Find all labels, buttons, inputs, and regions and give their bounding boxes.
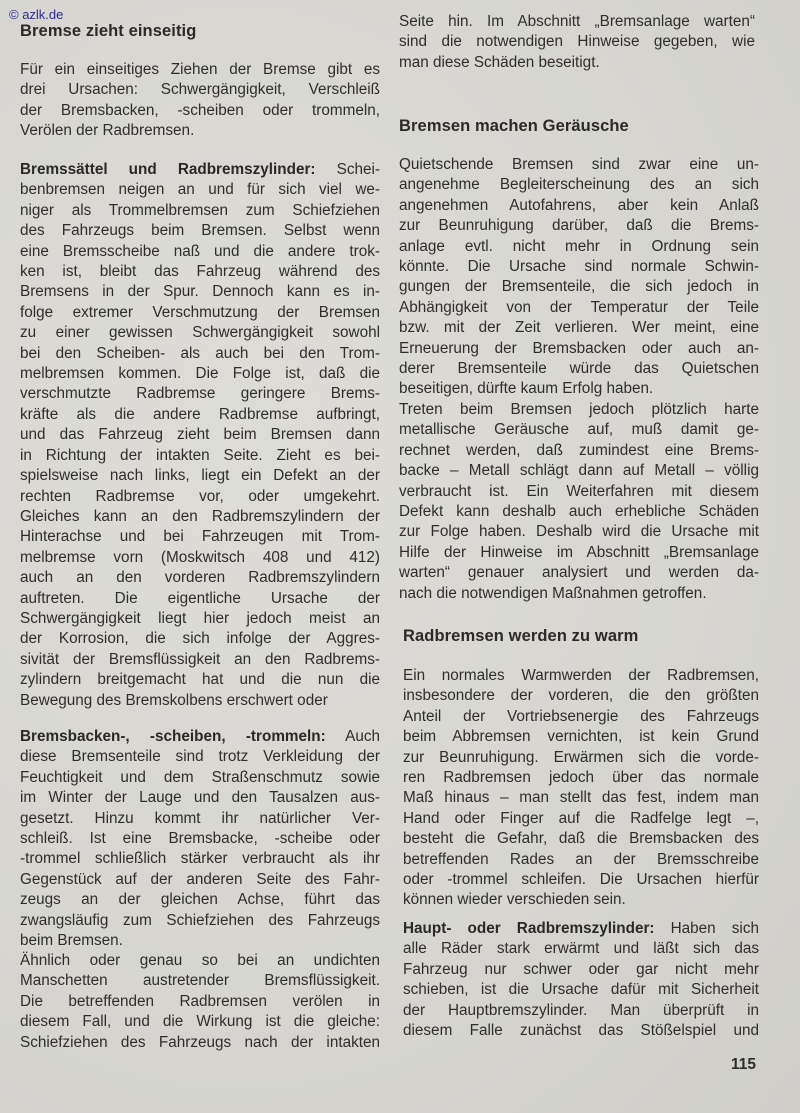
text-line: Bewegung des Bremskolbens erschwert oder — [20, 691, 328, 709]
paragraph-bremssaettel — [20, 160, 380, 711]
text-line: Maß hinaus – man stellt das fest, indem man — [403, 789, 759, 807]
text-line: des Fahrzeugs beim Bremsen. Selbst wenn — [20, 222, 380, 240]
text-line: und das Fahrzeug zieht beim Bremsen dann — [20, 426, 380, 444]
continuation-paragraph — [399, 12, 755, 73]
text-line: melbremse vorn (Moskwitsch 408 und 412) — [20, 548, 380, 566]
text-line: Manschetten austretender Bremsflüssigkeit. — [20, 972, 380, 990]
text-line: gesetzt. Hinzu kommt ihr natürlicher Ver- — [20, 809, 380, 827]
text-line: alle Räder stark erwärmt und läßt sich das — [403, 940, 759, 958]
text-line: der Bremsbacken, -scheiben oder trommeln, — [20, 101, 380, 119]
text-line: rechten Radbremse vor, oder umgekehrt. — [20, 487, 380, 505]
text-line: angenehmen Autofahrens, aber kein Anlaß — [399, 196, 759, 214]
paragraph-hauptbremszylinder — [403, 919, 759, 1041]
text-line: folge extremer Verschmutzung der Bremsen — [20, 303, 380, 321]
text-line: können wieder verschieden sein. — [403, 891, 626, 909]
text-line: zu einer gewissen Schwergängigkeit sowohl — [20, 324, 380, 342]
text-line: benbremsen neigen an und für sich viel we- — [20, 181, 380, 199]
text-line — [20, 160, 380, 180]
text-line: Anteil der Vortriebsenergie des Fahrzeugs — [403, 707, 759, 725]
text-line: sind die notwendigen Hinweise gegeben, wie — [399, 33, 755, 51]
text-line: Schiefziehen des Fahrzeugs nach der intakten — [20, 1033, 380, 1051]
intro-paragraph — [20, 60, 380, 142]
text-line: metallische Geräusche auf, muß damit ge- — [399, 421, 759, 439]
text-line: drei Ursachen: Schwergängigkeit, Verschleiß — [20, 81, 380, 99]
text-line: im Winter der Lauge und den Tausalzen aus- — [20, 789, 380, 807]
text-line: diesem Fall, und die Wirkung ist die gleiche: — [20, 1013, 380, 1031]
text-line: man diese Schäden beseitigt. — [399, 53, 600, 71]
text-line: Defekt kann deshalb auch erhebliche Schäden — [399, 503, 759, 521]
paragraph-lead: Bremssättel und Radbremszylinder: — [20, 161, 316, 178]
text-line: angenehme Begleiterscheinung des an sich — [399, 176, 759, 194]
text-line: oder -trommel schleifen. Die Ursachen hierfür — [403, 871, 759, 889]
text-line: Feuchtigkeit und dem Straßenschmutz sowie — [20, 768, 380, 786]
page-number: 115 — [731, 1056, 757, 1073]
text-line: Erneuerung der Bremsbacken oder auch an- — [399, 339, 759, 357]
text-line: auftreten. Die eigentliche Ursache der — [20, 589, 380, 607]
text-line: gungen der Bremsenteile, die sich jedoch in — [399, 278, 759, 296]
text-fragment: Schei- — [315, 161, 380, 178]
text-line: Abhängigkeit von der Temperatur der Teile — [399, 298, 759, 316]
text-line: diese Bremsenteile sind trotz Verkleidung der — [20, 748, 380, 766]
text-line: besteht die Gefahr, daß die Bremsbacken des — [403, 830, 759, 848]
text-line: Hand oder Finger auf die Radfelge legt –, — [403, 809, 759, 827]
text-line: Die betreffenden Radbremsen verölen in — [20, 992, 380, 1010]
text-line — [20, 727, 380, 747]
text-line: zwangsläufig zum Schiefziehen des Fahrzeugs — [20, 911, 380, 929]
text-line: beseitigen, dürfte kaum Erfolg haben. — [399, 380, 654, 398]
text-line: Fahrzeug nur schwer oder gar nicht mehr — [403, 960, 759, 978]
text-line: ken ist, bleibt das Fahrzeug während des — [20, 263, 380, 281]
text-line: Für ein einseitiges Ziehen der Bremse gibt es — [20, 61, 380, 78]
text-line: zur Beunruhigung darüber, daß die Brems- — [399, 217, 759, 235]
text-line: nach die notwendigen Maßnahmen getroffen. — [399, 584, 707, 602]
text-line: Hinterachse und bei Fahrzeugen mit Trom- — [20, 528, 380, 546]
text-line: schleiß. Ist eine Bremsbacke, -scheibe oder — [20, 830, 380, 848]
text-line: melbremsen kommen. Die Folge ist, daß die — [20, 365, 380, 383]
text-line: kräfte als die andere Radbremse aufbringt, — [20, 405, 380, 423]
text-fragment: Auch — [325, 728, 380, 745]
text-line: Ähnlich oder genau so bei an undichten — [20, 952, 380, 969]
text-line: ren Radbremsen jedoch über das normale — [403, 769, 759, 787]
text-line: der Hauptbremszylinder. Man überprüft in — [403, 1001, 759, 1019]
text-line: beim Abbremsen vernichten, ist kein Grund — [403, 728, 759, 746]
text-line: warten“ genauer analysiert und werden da- — [399, 564, 759, 582]
paragraph-lead: Bremsbacken-, -scheiben, -trommeln: — [20, 728, 326, 745]
text-line: spielsweise nach links, liegt ein Defekt an der — [20, 467, 380, 485]
text-line: Quietschende Bremsen sind zwar eine un- — [399, 156, 759, 173]
paragraph-warmwerden — [403, 666, 759, 911]
section-title-radbremsen-werden-zu-warm: Radbremsen werden zu warm — [403, 627, 639, 645]
text-line: Seite hin. Im Abschnitt „Bremsanlage warten“ — [399, 13, 755, 30]
text-line: Bremsens in der Spur. Dennoch kann es in- — [20, 283, 380, 301]
text-line: zur Folge haben. Deshalb wird die Ursache mit — [399, 523, 759, 541]
text-line: Schwergängigkeit liegt hier jedoch meist an — [20, 609, 380, 627]
watermark: © azlk.de — [9, 7, 64, 22]
text-line: anlage evtl. nicht mehr in Ordnung sein — [399, 237, 759, 255]
text-line: auch an den vorderen Radbremszylindern — [20, 569, 380, 587]
section-title-bremsen-machen-geraeusche: Bremsen machen Geräusche — [399, 117, 629, 135]
paragraph-metallische-geraeusche — [399, 400, 759, 604]
section-title-bremse-zieht-einseitig: Bremse zieht einseitig — [20, 22, 197, 40]
text-line: könnte. Die Ursache sind normale Schwin- — [399, 258, 759, 276]
text-line: betreffenden Rades an der Bremsschreibe — [403, 850, 759, 868]
paragraph-bremsbacken — [20, 727, 380, 951]
text-line: Verölen der Radbremsen. — [20, 122, 195, 140]
text-line: zur Beunruhigung. Erwärmen sich die vorde- — [403, 748, 759, 766]
text-line: schieben, ist die Ursache dafür mit Sicherheit — [403, 981, 759, 999]
text-line: niger als Trommelbremsen zum Schiefziehen — [20, 201, 380, 219]
text-line: derer Bremsenteile würde das Quietschen — [399, 360, 759, 378]
text-line: insbesondere der vorderen, die den größten — [403, 687, 759, 705]
text-line — [403, 919, 759, 939]
text-line: Hilfe der Hinweise im Abschnitt „Bremsanlage — [399, 543, 759, 561]
text-line: Gegenstück auf der anderen Seite des Fahr- — [20, 870, 380, 888]
text-line: beim Bremsen. — [20, 932, 123, 950]
text-line: rechnet werden, daß zumindest eine Brems- — [399, 441, 759, 459]
text-line: verschmutzte Radbremse geringere Brems- — [20, 385, 380, 403]
paragraph-aehnlich — [20, 951, 380, 1053]
text-line: zylindern breitgemacht hat und die nun die — [20, 671, 380, 689]
text-line: bzw. mit der Zeit verlieren. Wer meint, eine — [399, 319, 759, 337]
text-fragment: Haben sich — [654, 920, 759, 937]
paragraph-lead: Haupt- oder Radbremszylinder: — [403, 920, 655, 937]
text-line: der Korrosion, die sich infolge der Aggres- — [20, 630, 380, 648]
text-line: in Richtung der intakten Seite. Zieht es bei- — [20, 446, 380, 464]
text-line: -trommel schließlich stärker verbraucht als ihr — [20, 850, 380, 868]
text-line: diesem Falle zunächst das Stößelspiel und — [403, 1022, 759, 1040]
text-line: verbraucht ist. Ein Weiterfahren mit diesem — [399, 482, 759, 500]
text-line: Treten beim Bremsen jedoch plötzlich harte — [399, 401, 759, 418]
text-line: zeugs an der gleichen Achse, führt das — [20, 891, 380, 909]
text-line: bei den Scheiben- als auch bei den Trom- — [20, 344, 380, 362]
text-line: eine Bremsscheibe naß und die andere trok- — [20, 242, 380, 260]
text-line: sivität der Bremsflüssigkeit an den Radbrems- — [20, 650, 380, 668]
text-line: Ein normales Warmwerden der Radbremsen, — [403, 667, 759, 684]
paragraph-quietschen — [399, 155, 759, 400]
text-line: backe – Metall schlägt dann auf Metall – völlig — [399, 462, 759, 480]
text-line: Gleiches kann an den Radbremszylindern der — [20, 507, 380, 525]
